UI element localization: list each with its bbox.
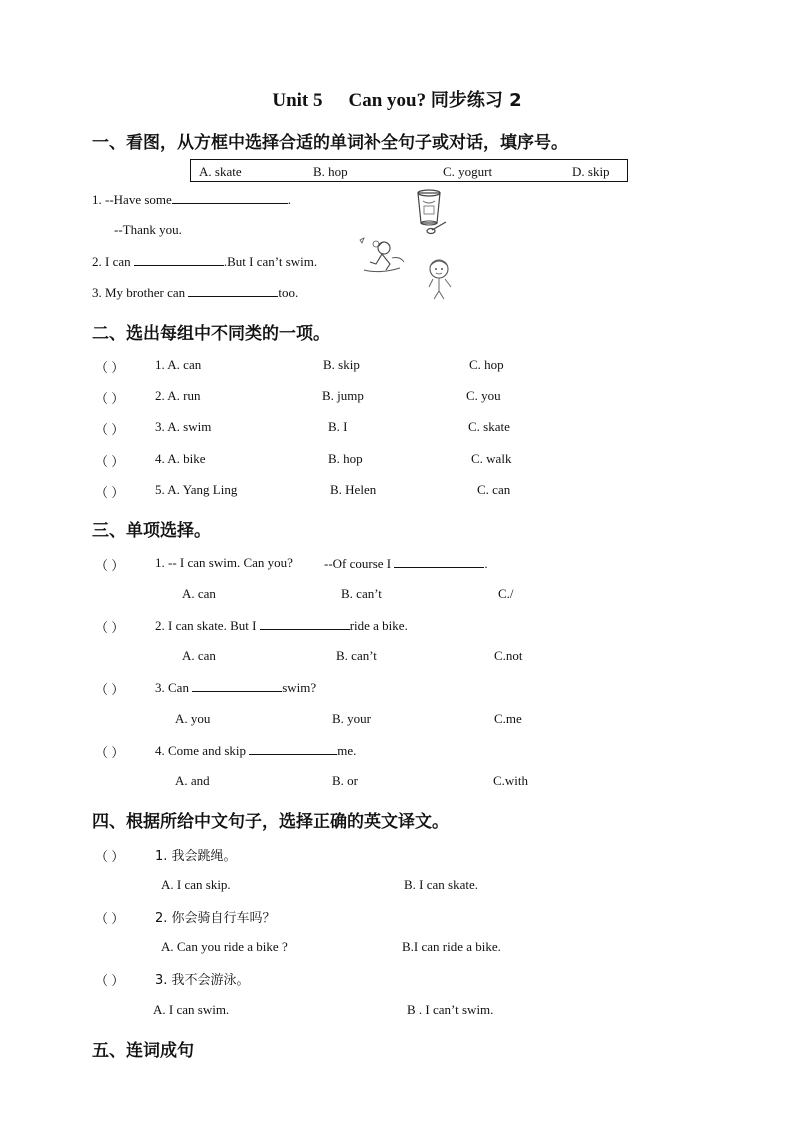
answer-paren[interactable]: （ ） [95, 745, 125, 760]
answer-paren[interactable]: （ ） [95, 973, 125, 988]
s3-question-2 [155, 617, 408, 634]
s2-row-2-b: B. jump [322, 388, 364, 403]
s1-q2-text: 2. I can [92, 254, 131, 269]
s3-q2-option-b: B. can’t [336, 648, 377, 663]
s3-q2-option-a: A. can [182, 648, 216, 663]
section1-heading: 一、看图，从方框中选择合适的单词补全句子或对话，填序号。 [92, 133, 568, 153]
s3-q3-end: swim? [282, 680, 317, 695]
s3-q3-option-c: C.me [494, 711, 522, 726]
answer-paren[interactable]: （ ） [95, 422, 125, 437]
answer-blank[interactable] [134, 253, 224, 266]
s2-row-4-a: 4. A. bike [155, 451, 206, 466]
s1-q1a-text: 1. --Have some [92, 192, 172, 207]
s2-row-2-c: C. you [466, 388, 501, 403]
s2-row-3-a: 3. A. swim [155, 419, 212, 434]
answer-paren[interactable]: （ ） [95, 849, 125, 864]
s3-q4-text: 4. Come and skip [155, 743, 246, 758]
s3-q2-text: 2. I can skate. But I [155, 618, 257, 633]
s2-row-1-c: C. hop [469, 357, 504, 372]
answer-paren[interactable]: （ ） [95, 911, 125, 926]
word-option-b: B. hop [313, 164, 348, 179]
s3-question-1: 1. -- I can swim. Can you? [155, 555, 293, 570]
s1-q3-text: 3. My brother can [92, 285, 186, 300]
s3-q4-end: me. [337, 743, 357, 758]
s3-q2-end: ride a bike. [349, 618, 408, 633]
s4-q2-option-a: A. Can you ride a bike ? [161, 939, 288, 954]
s1-question-1b: --Thank you. [114, 222, 182, 237]
s3-q1-option-c: C./ [498, 586, 514, 601]
answer-blank[interactable] [172, 191, 288, 204]
s3-question-4 [155, 742, 356, 759]
s4-q2-option-b: B.I can ride a bike. [402, 939, 501, 954]
answer-blank[interactable] [188, 284, 278, 297]
s3-q1-option-b: B. can’t [341, 586, 382, 601]
s3-q3-option-b: B. your [332, 711, 371, 726]
s2-row-1-a: 1. A. can [155, 357, 202, 372]
section2-heading: 二、选出每组中不同类的一项。 [92, 324, 330, 344]
s3-q4-option-c: C.with [493, 773, 529, 788]
s2-row-1-b: B. skip [323, 357, 360, 372]
s3-question-1-mid [324, 555, 488, 572]
answer-paren[interactable]: （ ） [95, 682, 125, 697]
s2-row-3-b: B. I [328, 419, 348, 434]
s4-question-2: 2. 你会骑自行车吗？ [155, 911, 276, 926]
s2-row-5-a: 5. A. Yang Ling [155, 482, 238, 497]
s1-q2-end: .But I can’t swim. [223, 254, 318, 269]
answer-paren[interactable]: （ ） [95, 360, 125, 375]
word-option-c: C. yogurt [443, 164, 493, 179]
s3-q3-option-a: A. you [175, 711, 211, 726]
s2-row-4-b: B. hop [328, 451, 363, 466]
s3-q4-option-a: A. and [175, 773, 210, 788]
answer-paren[interactable]: （ ） [95, 485, 125, 500]
s3-q1-end: . [484, 556, 488, 571]
s3-q4-option-b: B. or [332, 773, 358, 788]
title-unit: Unit 5 [272, 90, 323, 111]
s4-question-3: 3. 我不会游泳。 [155, 973, 250, 988]
s4-q3-option-b: B . I can’t swim. [407, 1002, 494, 1017]
answer-paren[interactable]: （ ） [95, 558, 125, 573]
s1-q1a-end: . [287, 192, 292, 207]
answer-paren[interactable]: （ ） [95, 454, 125, 469]
section4-heading: 四、根据所给中文句子，选择正确的英文译文。 [92, 812, 449, 832]
yogurt-cup-icon [410, 189, 454, 235]
s1-q3-end: too. [278, 285, 299, 300]
s2-row-5-c: C. can [477, 482, 511, 497]
answer-paren[interactable]: （ ） [95, 391, 125, 406]
s3-q1-option-a: A. can [182, 586, 216, 601]
page-title [0, 86, 794, 112]
swimming-child-icon [421, 255, 459, 301]
s2-row-2-a: 2. A. run [155, 388, 201, 403]
s1-question-2 [92, 253, 317, 270]
answer-blank[interactable] [394, 555, 484, 568]
word-box [190, 159, 628, 182]
title-sub-cn: 同步练习 2 [430, 90, 522, 111]
s4-q3-option-a: A. I can swim. [153, 1002, 230, 1017]
answer-blank[interactable] [260, 617, 350, 630]
s2-row-4-c: C. walk [471, 451, 512, 466]
s4-q1-option-a: A. I can skip. [161, 877, 231, 892]
s3-q1-mid-text: --Of course I [324, 556, 392, 571]
section5-heading: 五、连词成句 [92, 1041, 194, 1061]
answer-blank[interactable] [192, 679, 282, 692]
answer-blank[interactable] [249, 742, 337, 755]
word-option-a: A. skate [199, 164, 242, 179]
title-sub-en: Can you? [348, 90, 427, 111]
s3-q3-text: 3. Can [155, 680, 189, 695]
s4-question-1: 1. 我会跳绳。 [155, 849, 237, 864]
skating-child-icon [356, 234, 408, 278]
s2-row-3-c: C. skate [468, 419, 510, 434]
s1-question-3 [92, 284, 298, 301]
section3-heading: 三、单项选择。 [92, 521, 211, 541]
s1-question-1a [92, 191, 291, 208]
word-option-d: D. skip [572, 164, 610, 179]
s3-q2-option-c: C.not [494, 648, 523, 663]
s2-row-5-b: B. Helen [330, 482, 377, 497]
s4-q1-option-b: B. I can skate. [404, 877, 479, 892]
s3-question-3 [155, 679, 316, 696]
answer-paren[interactable]: （ ） [95, 620, 125, 635]
